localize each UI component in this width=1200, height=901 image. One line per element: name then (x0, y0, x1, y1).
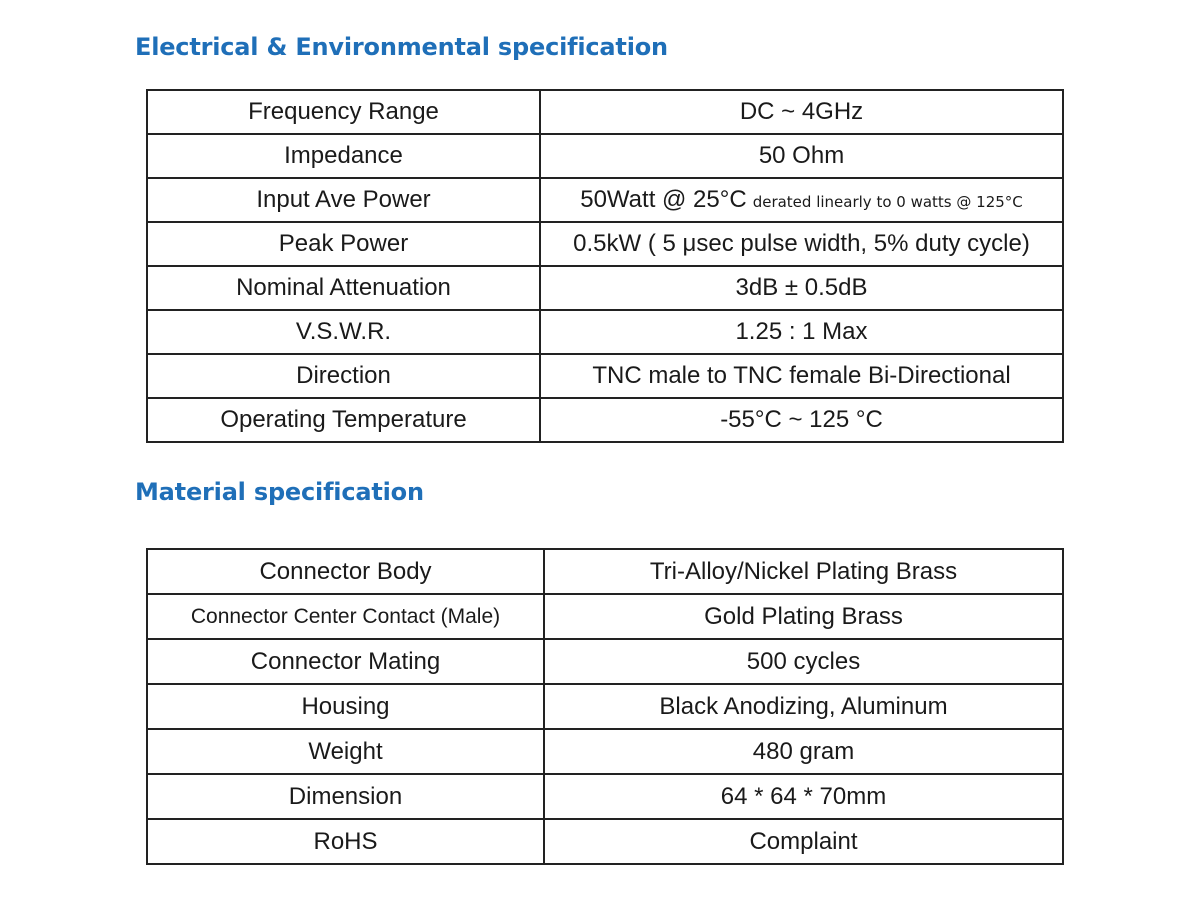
electrical-spec-table (146, 89, 1064, 443)
spec-label: Operating Temperature (147, 398, 540, 442)
table-row (147, 266, 1063, 310)
material-section-title: Material specification (135, 478, 424, 506)
table-row (147, 222, 1063, 266)
spec-value: -55°C ~ 125 °C (540, 398, 1063, 442)
spec-label: Weight (147, 729, 544, 774)
table-row (147, 639, 1063, 684)
spec-value-note: derated linearly to 0 watts @ 125°C (752, 193, 1023, 211)
table-row (147, 729, 1063, 774)
spec-value: Tri-Alloy/Nickel Plating Brass (544, 549, 1063, 594)
table-row (147, 354, 1063, 398)
spec-label: Frequency Range (147, 90, 540, 134)
spec-value: 3dB ± 0.5dB (540, 266, 1063, 310)
table-row (147, 594, 1063, 639)
spec-value: Complaint (544, 819, 1063, 864)
table-row (147, 398, 1063, 442)
spec-label: Connector Mating (147, 639, 544, 684)
spec-value: 480 gram (544, 729, 1063, 774)
spec-label: Impedance (147, 134, 540, 178)
spec-value: 0.5kW ( 5 μsec pulse width, 5% duty cycle) (540, 222, 1063, 266)
spec-label: Input Ave Power (147, 178, 540, 222)
spec-value: 500 cycles (544, 639, 1063, 684)
spec-value: 1.25 : 1 Max (540, 310, 1063, 354)
table-row (147, 819, 1063, 864)
spec-label: Housing (147, 684, 544, 729)
spec-value: Black Anodizing, Aluminum (544, 684, 1063, 729)
table-row (147, 178, 1063, 222)
spec-label: Nominal Attenuation (147, 266, 540, 310)
spec-value: 64 * 64 * 70mm (544, 774, 1063, 819)
spec-value: TNC male to TNC female Bi-Directional (540, 354, 1063, 398)
spec-value-main: 50Watt @ 25°C (580, 186, 747, 213)
spec-label: Connector Center Contact (Male) (147, 594, 544, 639)
table-row (147, 310, 1063, 354)
spec-label: Peak Power (147, 222, 540, 266)
table-row (147, 549, 1063, 594)
spec-label: Direction (147, 354, 540, 398)
table-row (147, 134, 1063, 178)
spec-value: 50 Ohm (540, 134, 1063, 178)
table-row (147, 90, 1063, 134)
spec-label: Connector Body (147, 549, 544, 594)
spec-value: DC ~ 4GHz (540, 90, 1063, 134)
spec-label: RoHS (147, 819, 544, 864)
table-row (147, 684, 1063, 729)
electrical-section-title: Electrical & Environmental specification (135, 33, 668, 61)
spec-value: Gold Plating Brass (544, 594, 1063, 639)
table-row (147, 774, 1063, 819)
spec-value (540, 178, 1063, 222)
spec-label: Dimension (147, 774, 544, 819)
spec-label: V.S.W.R. (147, 310, 540, 354)
material-spec-table (146, 548, 1064, 865)
